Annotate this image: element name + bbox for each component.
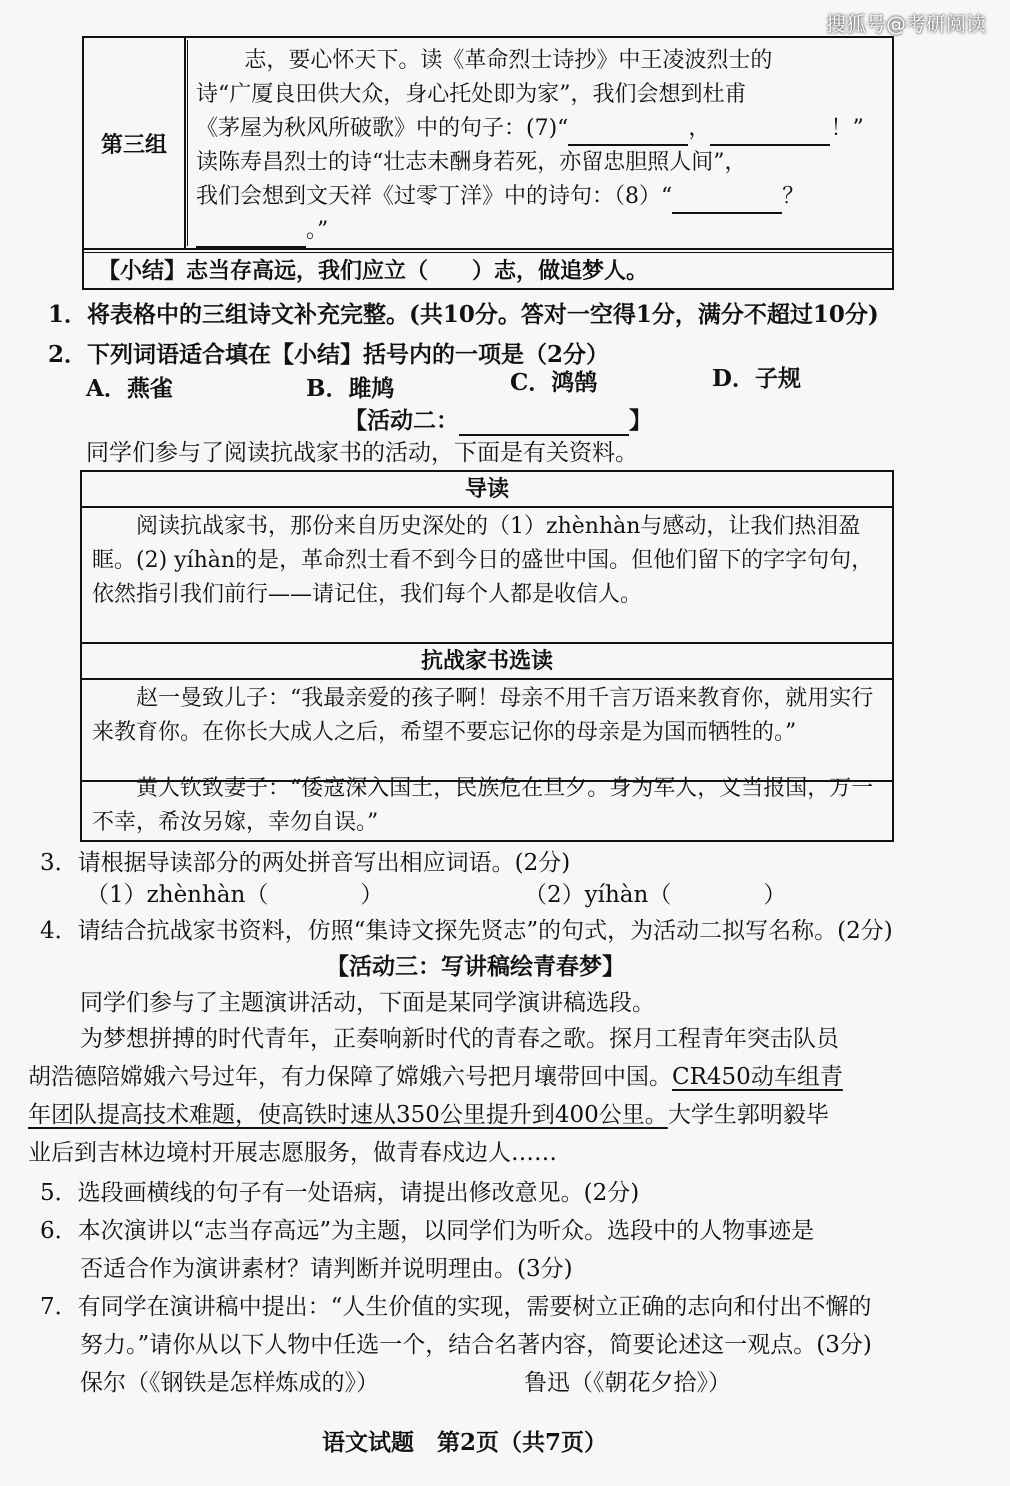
blank-8a[interactable] — [672, 212, 782, 214]
letter-huang-renqin: 黄人钦致妻子：“倭寇深入国土，民族危在旦夕。身为军人，义当报国，万一不幸，希汝另嫁，幸勿自误。” — [92, 776, 874, 835]
group3-line-4: 读陈寿昌烈士的诗“壮志未酬身若死，亦留忠胆照人间”， — [196, 150, 747, 175]
option-d: D．子规 — [712, 365, 801, 392]
option-c: C．鸿鹄 — [510, 369, 598, 396]
summary-row — [84, 248, 892, 288]
speech-line-1: 为梦想拼搏的时代青年，正奏响新时代的青春之歌。探月工程青年突击队员 — [80, 1026, 839, 1052]
group3-content — [196, 44, 886, 248]
group3-line-5: 我们会想到文天祥《过零丁洋》中的诗句：（8）“ ？ — [196, 180, 886, 214]
letter-zhao-yiman: 赵一曼致儿子：“我最亲爱的孩子啊！母亲不用千言万语来教育你，就用实行来教育你。在你长大成人之后，希望不要忘记你的母亲是为国而牺牲的。” — [92, 686, 874, 745]
summary-text: 【小结】志当存高远，我们应立（ ）志，做追梦人。 — [98, 257, 649, 284]
question-5: 5．选段画横线的句子有一处语病，请提出修改意见。(2分) — [40, 1180, 640, 1206]
option-a: A．燕雀 — [86, 375, 173, 402]
question-4: 4．请结合抗战家书资料，仿照“集诗文探先贤志”的句式，为活动二拟写名称。(2分) — [40, 918, 893, 944]
question-7: 7．有同学在演讲稿中提出：“人生价值的实现，需要树立正确的志向和付出不懈的 — [40, 1294, 872, 1320]
speech-line-3: 年团队提高技术难题，使高铁时速从350公里提升到400公里。大学生郭明毅毕 — [28, 1102, 829, 1128]
guide-text: 阅读抗战家书，那份来自历史深处的（1）zhènhàn与感动，让我们热泪盈眶。(2) yíhàn的是，革命烈士看不到今日的盛世中国。但他们留下的字字句句，依然指引我们前行——请记住，我们每个人都是收信人。 — [92, 514, 874, 607]
table-divider — [187, 40, 191, 246]
question-7-cont: 努力。”请你从以下人物中任选一个，结合名著内容，简要论述这一观点。(3分) — [80, 1332, 872, 1358]
speech-line-4: 业后到吉林边境村开展志愿服务，做青春戍边人…… — [28, 1140, 557, 1166]
summary-divider — [84, 252, 892, 253]
group3-label: 第三组 — [84, 38, 186, 248]
activity3-intro: 同学们参与了主题演讲活动，下面是某同学演讲稿选段。 — [80, 990, 655, 1016]
activity2-intro: 同学们参与了阅读抗战家书的活动，下面是有关资料。 — [86, 440, 638, 466]
group3-line-3: 《茅屋为秋风所破歌》中的句子：(7)“ ， ！” — [196, 112, 886, 146]
underlined-sentence: 年团队提高技术难题，使高铁时速从350公里提升到400公里。 — [28, 1102, 668, 1128]
underlined-sentence: CR450动车组青 — [672, 1064, 843, 1090]
group3-line-2: 诗“广厦良田供大众，身心托处即为家”，我们会想到杜甫 — [196, 82, 747, 107]
group3-line-1: 志，要心怀天下。读《革命烈士诗抄》中王凌波烈士的 — [244, 48, 773, 73]
page-footer: 语文试题 第2页（共7页） — [322, 1429, 608, 1456]
question-6-cont: 否适合作为演讲素材？请判断并说明理由。(3分) — [80, 1256, 573, 1282]
question-7-option-1: 保尔（《钢铁是怎样炼成的》） — [80, 1370, 379, 1396]
speech-line-2: 胡浩德陪嫦娥六号过年，有力保障了嫦娥六号把月壤带回中国。CR450动车组青 — [28, 1064, 843, 1090]
question-3-part-2: （2）yíhàn（ ） — [524, 882, 787, 908]
question-3-part-1: （1）zhènhàn（ ） — [86, 882, 384, 908]
activity2-name-blank[interactable] — [459, 434, 629, 436]
question-2: 2．下列词语适合填在【小结】括号内的一项是（2分） — [48, 341, 610, 368]
guide-header: 导读 — [82, 472, 892, 508]
watermark: 搜狐号@考研阅读 — [826, 12, 986, 36]
group3-table — [82, 36, 894, 290]
group3-line-6: 。” — [196, 214, 886, 248]
letters-header: 抗战家书选读 — [82, 644, 892, 680]
question-1: 1．将表格中的三组诗文补充完整。(共10分。答对一空得1分，满分不超过10分) — [48, 301, 879, 328]
question-7-option-2: 鲁迅（《朝花夕拾》） — [524, 1370, 731, 1396]
activity3-title: 【活动三：写讲稿绘青春梦】 — [326, 953, 625, 980]
option-b: B．雎鸠 — [306, 375, 395, 402]
reading-table — [80, 470, 894, 842]
question-6: 6．本次演讲以“志当存高远”为主题，以同学们为听众。选段中的人物事迹是 — [40, 1218, 815, 1244]
question-3: 3．请根据导读部分的两处拼音写出相应词语。(2分) — [40, 850, 571, 876]
activity2-title: 【活动二： 】 — [344, 407, 652, 434]
